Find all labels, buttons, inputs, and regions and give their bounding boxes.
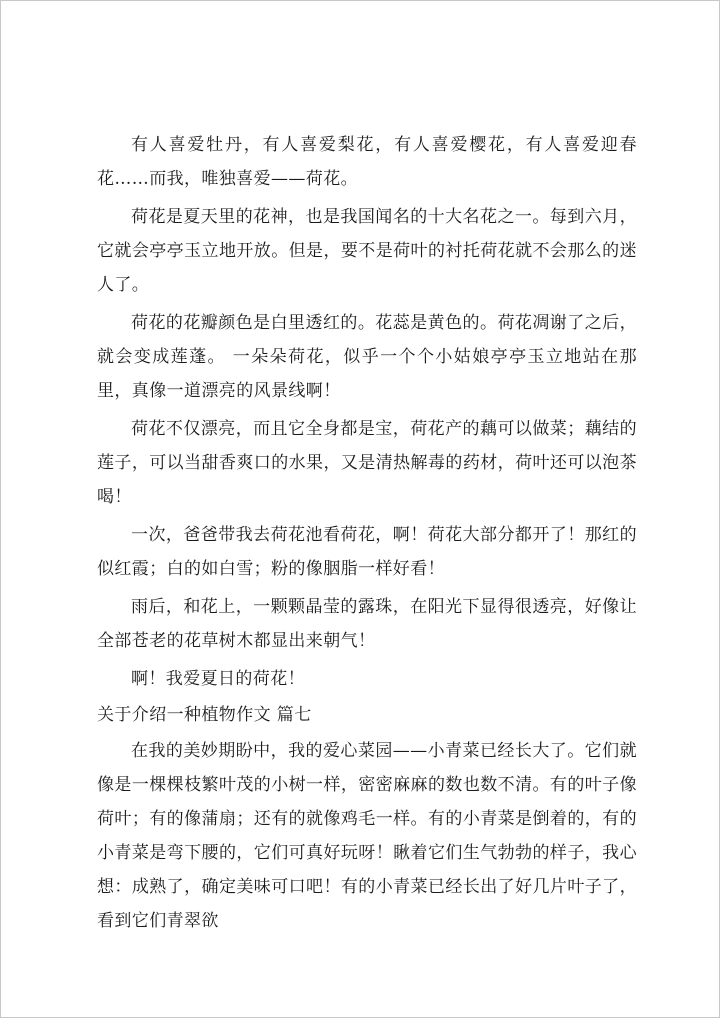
paragraph: 荷花不仅漂亮，而且它全身都是宝，荷花产的藕可以做菜；藕结的莲子，可以当甜香爽口的水果，又是清热解毒的药材，荷叶还可以泡茶喝！	[97, 419, 637, 507]
paragraph: 荷花是夏天里的花神，也是我国闻名的十大名花之一。每到六月，它就会亭亭玉立地开放。但是，要不是荷叶的衬托荷花就不会那么的迷人了。	[97, 207, 637, 295]
paragraph: 一次，爸爸带我去荷花池看荷花，啊！荷花大部分都开了！那红的似红霞；白的如白雪；粉的像胭脂一样好看！	[97, 525, 637, 579]
paragraph: 在我的美妙期盼中，我的爱心菜园——小青菜已经长大了。它们就像是一棵棵枝繁叶茂的小树一样，密密麻麻的数也数不清。有的叶子像荷叶；有的像蒲扇；还有的就像鸡毛一样。有的小青菜是倒着的，有的小青菜是弯下腰的，它们可真好玩呀！瞅着它们生气勃勃的样子，我心想：成熟了，确定美味可口吧！有的小青菜已经长出了好几片叶子了，看到它们青翠欲	[97, 741, 637, 931]
paragraph: 啊！我爱夏日的荷花！	[131, 669, 305, 689]
paragraph: 雨后，和花上，一颗颗晶莹的露珠，在阳光下显得很透亮，好像让全部苍老的花草树木都显出来朝气！	[97, 597, 637, 651]
document-body	[97, 128, 637, 938]
paragraph: 有人喜爱牡丹，有人喜爱梨花，有人喜爱樱花，有人喜爱迎春花……而我，唯独喜爱——荷花。	[97, 135, 637, 189]
section-heading: 关于介绍一种植物作文 篇七	[97, 705, 312, 725]
paragraph: 荷花的花瓣颜色是白里透红的。花蕊是黄色的。荷花凋谢了之后，就会变成莲蓬。 一朵朵荷花，似乎一个个小姑娘亭亭玉立地站在那里，真像一道漂亮的风景线啊！	[97, 313, 637, 401]
